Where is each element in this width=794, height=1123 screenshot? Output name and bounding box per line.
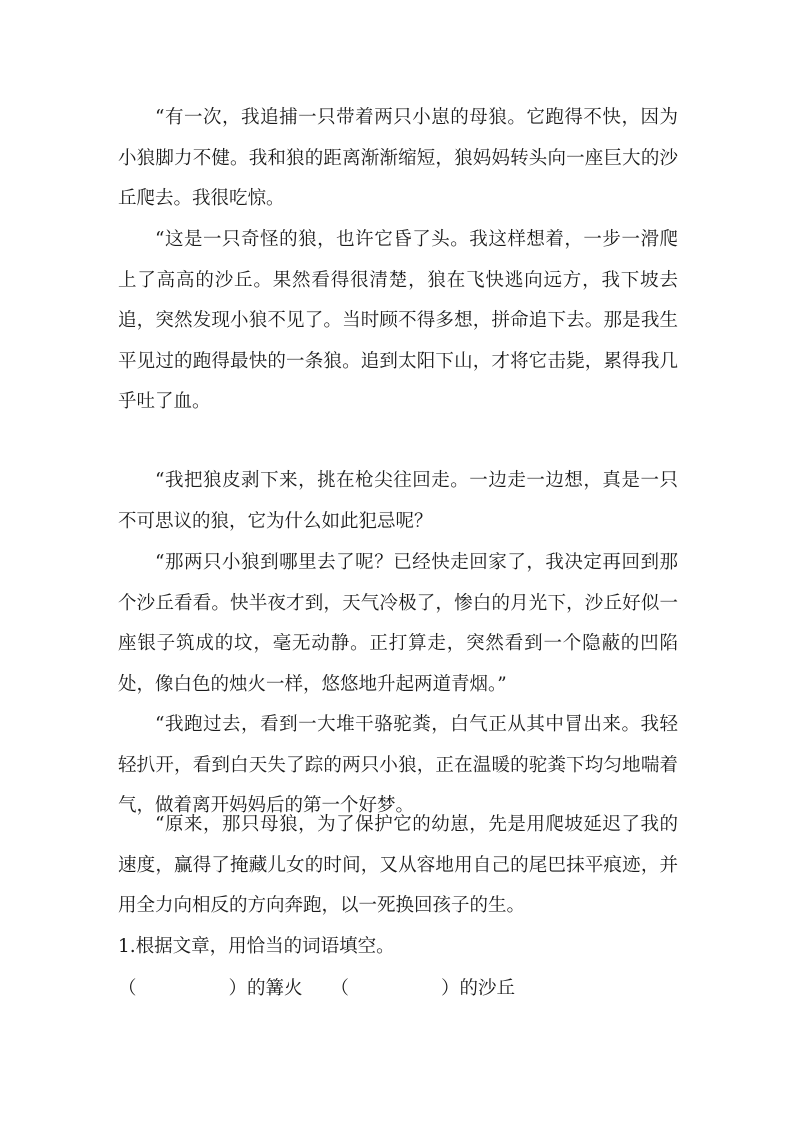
- paragraph-5: “我跑过去，看到一大堆干骆驼粪，白气正从其中冒出来。我轻轻扒开，看到白天失了踪的两只小狼，正在温暖的驼粪下均匀地喘着气，做着离开妈妈后的第一个好梦。: [118, 714, 678, 816]
- paragraph-1: “有一次，我追捕一只带着两只小崽的母狼。它跑得不快，因为小狼脚力不健。我和狼的距离渐渐缩短，狼妈妈转头向一座巨大的沙丘爬去。我很吃惊。: [118, 107, 678, 209]
- paragraph-3: “我把狼皮剥下来，挑在枪尖往回走。一边走一边想，真是一只不可思议的狼，它为什么如此犯忌呢？: [118, 470, 678, 532]
- question-title: 1.根据文章，用恰当的词语填空。: [118, 936, 395, 957]
- paragraph-6: “原来，那只母狼，为了保护它的幼崽，先是用爬坡延迟了我的速度，赢得了掩藏儿女的时间，又从容地用自己的尾巴抹平痕迹，并用全力向相反的方向奔跑，以一死换回孩子的生。: [118, 814, 678, 916]
- fill-in-row: [118, 969, 678, 1009]
- paragraph-4: “那两只小狼到哪里去了呢？已经快走回家了，我决定再回到那个沙丘看看。快半夜才到，天气冷极了，惨白的月光下，沙丘好似一座银子筑成的坟，毫无动静。正打算走，突然看到一个隐蔽的凹陷处，像白色的烛火一样，悠悠地升起两道青烟。”: [118, 552, 678, 695]
- paragraph-2: “这是一只奇怪的狼，也许它昏了头。我这样想着，一步一滑爬上了高高的沙丘。果然看得很清楚，狼在飞快逃向远方，我下坡去追，突然发现小狼不见了。当时顾不得多想，拼命追下去。那是我生平见过的跑得最快的一条狼。追到太阳下山，才将它击毙，累得我几乎吐了血。: [118, 229, 678, 412]
- blank-2-close: ）的沙丘: [441, 978, 516, 999]
- blank-2-open: （: [330, 978, 350, 999]
- blank-1-close: ）的篝火: [228, 978, 303, 999]
- blank-1-open: （: [118, 978, 137, 999]
